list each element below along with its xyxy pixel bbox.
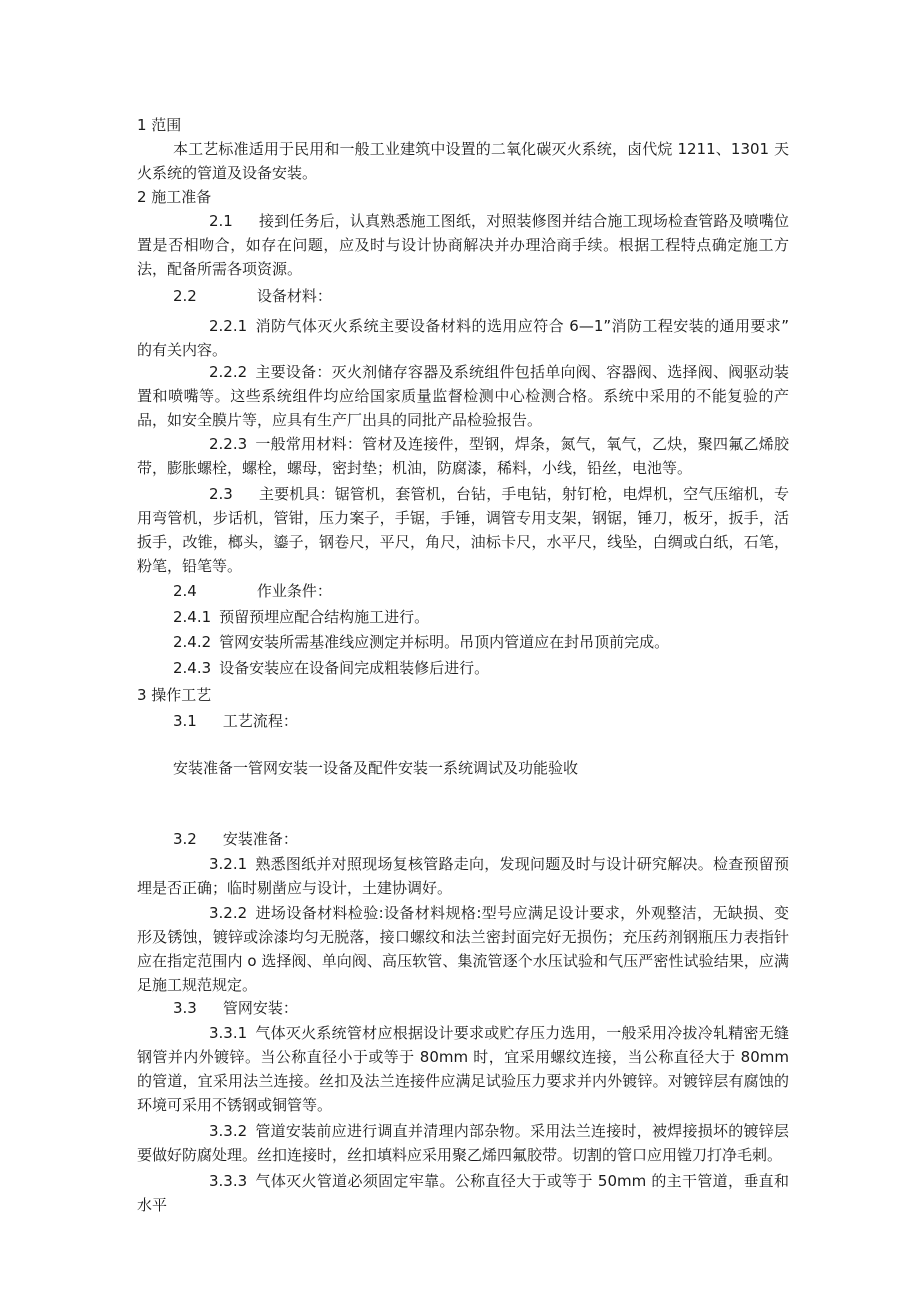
section-number: 2.1 [209, 212, 233, 230]
section-number: 3.2 [173, 830, 197, 848]
section-number: 2.3 [209, 485, 233, 503]
section-number: 3.3.1 [209, 1024, 248, 1042]
section-number: 3.3.2 [209, 1122, 248, 1140]
paragraph-2-1 [137, 209, 789, 281]
paragraph-2-4-1 [173, 605, 920, 629]
section-number: 2.2.3 [209, 435, 248, 453]
paragraph-text: 接到任务后，认真熟悉施工图纸，对照装修图并结合施工现场检查管路及喷嘴位置是否相吻合，如存在问题，应及时与设计协商解决并办理洽商手续。根据工程特点确定施工方法，配备所需各项资源。 [137, 212, 789, 278]
section-number: 3.2.1 [209, 855, 248, 873]
paragraph-text: 主要设备：灭火剂储存容器及系统组件包括单向阀、容器阀、选择阀、阀驱动装置和喷嘴等。这些系统组件均应给国家质量监督检测中心检测合格。系统中采用的不能复验的产品，如安全膜片等，应具有生产厂出具的同批产品检验报告。 [137, 363, 789, 429]
paragraph-text: 进场设备材料检验:设备材料规格:型号应满足设计要求，外观整洁，无缺损、变形及锈蚀，镀锌或涂漆均匀无脱落，接口螺纹和法兰密封面完好无损伤；充压药剂钢瓶压力表指针应在指定范围内 o 选择阀、单向阀、高压软管、集流管逐个水压试验和气压严密性试验结果，应满足施工规范规定。 [137, 904, 789, 994]
paragraph-2-2-2 [137, 360, 789, 432]
paragraph-3-3-3 [137, 1169, 789, 1217]
paragraph-text: 熟悉图纸并对照现场复核管路走向，发现问题及时与设计研究解决。检查预留预埋是否正确；临时剔凿应与设计，土建协调好。 [137, 855, 789, 897]
section-number: 2.4.3 [173, 659, 212, 677]
paragraph-3-2-2 [137, 901, 789, 997]
paragraph-2-4-3 [173, 656, 920, 680]
paragraph-text: 工艺流程： [222, 712, 298, 730]
section-number: 3.2.2 [209, 904, 248, 922]
section-number: 2.4.1 [173, 608, 212, 626]
section-number: 3.3.3 [209, 1172, 248, 1190]
paragraph-3-3 [173, 996, 920, 1020]
paragraph-text: 消防气体灭火系统主要设备材料的选用应符合 6—1”消防工程安装的通用要求” 的有关内容。 [137, 317, 789, 359]
paragraph-2-4-2 [173, 630, 920, 654]
paragraph-text: 气体灭火系统管材应根据设计要求或贮存压力选用，一般采用冷拔冷轧精密无缝钢管并内外镀锌。当公称直径小于或等于 80mm 时，宜采用螺纹连接，当公称直径大于 80mm 的管道，宜采用法兰连接。丝扣及法兰连接件应满足试验压力要求并内外镀锌。对镀锌层有腐蚀的环境可采用不锈钢或铜管等。 [137, 1024, 789, 1114]
paragraph-text: 安装准备： [222, 830, 298, 848]
section-number: 2.4.2 [173, 633, 212, 651]
paragraph-text: 一般常用材料：管材及连接件，型钢，焊条，氮气，氧气，乙炔，聚四氟乙烯胶带，膨胀螺栓，螺栓，螺母，密封垫；机油，防腐漆，稀料，小线，铅丝，电池等。 [137, 435, 789, 477]
paragraph-text: 主要机具：锯管机，套管机，台钻，手电钻，射钉枪，电焊机，空气压缩机，专用弯管机，步话机，管钳，压力案子，手锯，手锤，调管专用支架，钢锯，锤刀，板牙，扳手，活扳手，改锥，榔头，鎏子，钢卷尺，平尺，角尺，油标卡尺，水平尺，线坠，白绸或白纸，石笔，粉笔，铅笔等。 [137, 485, 789, 575]
paragraph-text: 气体灭火管道必须固定牢靠。公称直径大于或等于 50mm 的主干管道，垂直和水平 [137, 1172, 789, 1214]
paragraph-text: 预留预埋应配合结构施工进行。 [219, 608, 430, 626]
heading-1: 1 范围 [137, 116, 182, 134]
heading-3: 3 操作工艺 [137, 686, 212, 704]
paragraph-2-3 [137, 482, 789, 578]
paragraph-3-3-2 [137, 1119, 789, 1167]
paragraph-3-1 [173, 709, 920, 733]
paragraph-3-2-1 [137, 852, 789, 900]
section-number: 2.2.1 [209, 317, 248, 335]
section-number: 2.4 [173, 582, 197, 600]
paragraph-2-2-3 [137, 432, 789, 480]
paragraph-3-2 [173, 827, 920, 851]
paragraph-3-3-1 [137, 1021, 789, 1117]
paragraph-text: 管网安装： [222, 999, 298, 1017]
paragraph-2-2 [173, 284, 920, 308]
paragraph-text: 管道安装前应进行调直并清理内部杂物。采用法兰连接时，被焊接损坏的镀锌层要做好防腐处理。丝扣连接时，丝扣填料应采用聚乙烯四氟胶带。切割的管口应用镗刀打净毛刺。 [137, 1122, 789, 1164]
process-flow: 安装准备一管网安装一设备及配件安装一系统调试及功能验收 [173, 759, 579, 777]
paragraph-1: 本工艺标准适用于民用和一般工业建筑中设置的二氧化碳灭火系统，卤代烷 1211、1301 天火系统的管道及设备安装。 [137, 140, 789, 182]
section-number: 3.1 [173, 712, 197, 730]
paragraph-2-4 [173, 579, 920, 603]
section-number: 3.3 [173, 999, 197, 1017]
paragraph-text: 设备安装应在设备间完成粗装修后进行。 [219, 659, 490, 677]
section-number: 2.2.2 [209, 363, 248, 381]
paragraph-text: 设备材料： [256, 287, 332, 305]
paragraph-text: 作业条件： [256, 582, 332, 600]
section-number: 2.2 [173, 287, 197, 305]
heading-2: 2 施工准备 [137, 188, 212, 206]
paragraph-2-2-1 [137, 314, 789, 362]
paragraph-text: 管网安装所需基准线应测定并标明。吊顶内管道应在封吊顶前完成。 [219, 633, 670, 651]
